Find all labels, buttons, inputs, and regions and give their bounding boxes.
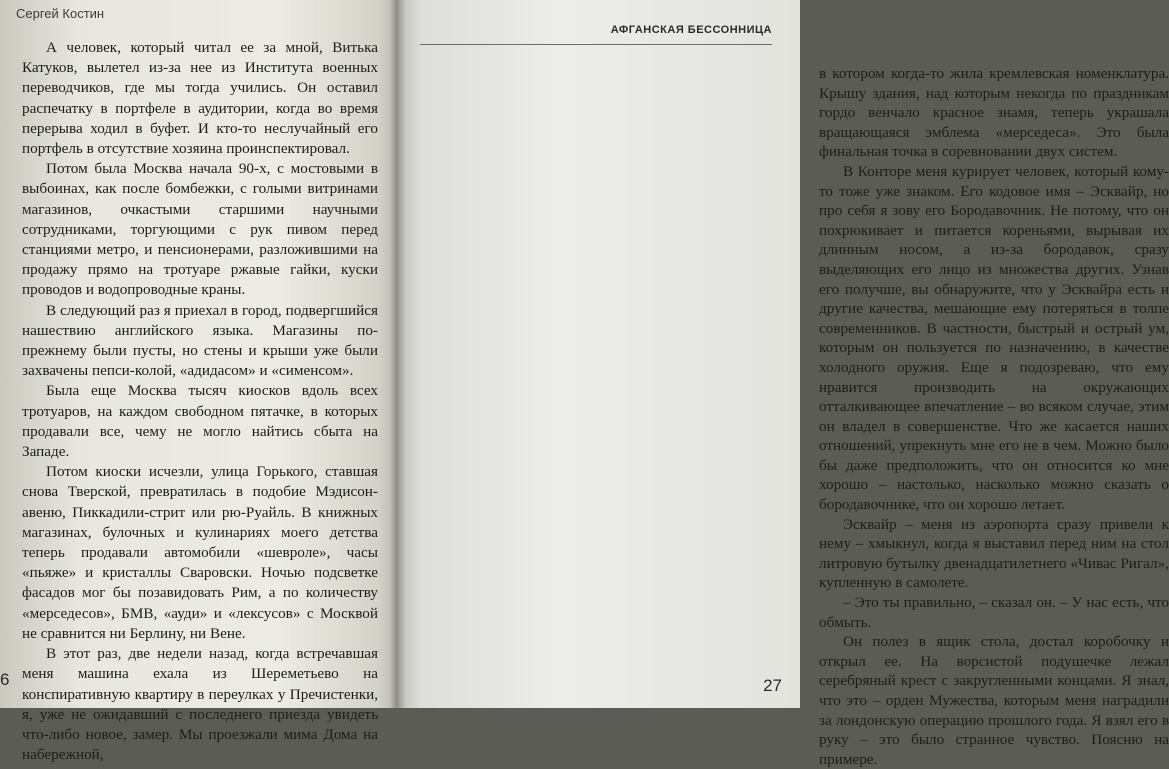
paragraph: А человек, который читал ее за мной, Витька Катуков, вылетел из-за нее из Института военных переводчиков, где мы тогда учились. Он оставил распечатку в портфеле в аудитории, когда во время перерыва ходил в буфет. И кто-то неслучайный его портфель в отсутствие хозяина проинспектировал. bbox=[22, 39, 378, 158]
header-rule bbox=[420, 44, 772, 45]
right-page bbox=[397, 0, 1169, 768]
left-page-number: 6 bbox=[0, 670, 10, 689]
paragraph: В Конторе меня курирует человек, который кому-то тоже уже знаком. Его кодовое имя – Эсквайр, но про себя я зову его Бородавочник. Не потому, что он похрюкивает и питается кореньями, вырывая их длинным носом, а из-за бородавок, сразу выделяющих его лицо из множества других. Узнав его получше, вы обнаружите, что у Эсквайра есть и другие качества, мешающие ему потеряться в толпе современников. В частности, быстрый и острый ум, которым он пользуется по назначению, в качестве холодного оружия. Еще я подозреваю, что ему нравится производить на окружающих отталкивающее впечатление – во всяком случае, этим он владел в совершенстве. Что же касается наших отношений, упрекнуть мне его не в чем. Можно было бы даже предположить, что он относится ко мне хорошо – настолько, насколько можно сказать о бородавочнике, что он хорошо летает. bbox=[819, 162, 1169, 514]
paragraph: Эсквайр – меня из аэропорта сразу привели к нему – хмыкнул, когда я выставил перед ним на стол литровую бутылку двенадцатилетнего «Чивас Ригал», купленную в самолете. bbox=[819, 515, 1169, 592]
paragraph: В этот раз, две недели назад, когда встречавшая меня машина ехала из Шереметьево на конспиративную квартиру в переулках у Пречистенки, я, уже не ожидавший с последнего приезда увидеть что-либо новое, замер. Мы проезжали мима Дома на набережной, bbox=[22, 645, 378, 764]
paragraph: Потом киоски исчезли, улица Горького, ставшая снова Тверской, превратилась в подобие Мэдисон-авеню, Пиккадили-стрит или рю-Руайль. В книжных магазинах, булочных и кулинариях моего детства теперь продавали автомобили «шевроле», часы «пьяже» и кристаллы Сваровски. Ночью подсветке фасадов мог бы позавидовать Рим, а по количеству «мерседесов», БМВ, «ауди» и «лексусов» с Москвой не сравнится ни Берлину, ни Вене. bbox=[22, 463, 378, 642]
left-page bbox=[0, 0, 397, 764]
right-page-text bbox=[819, 64, 1169, 769]
right-page-number: 27 bbox=[763, 676, 782, 695]
paragraph-continuation: в котором когда-то жила кремлевская номенклатура. Крышу здания, над которым некогда по праздникам гордо венчало красное знамя, теперь украшала вращающаяся эмблема «мерседеса». Это была финальная точка в соревновании двух систем. bbox=[819, 65, 1169, 161]
right-running-head: АФГАНСКАЯ БЕССОННИЦА bbox=[610, 24, 772, 36]
paragraph: Была еще Москва тысяч киосков вдоль всех тротуаров, на каждом свободном пятачке, в которых продавали все, чему не могло найтись сбыта на Западе. bbox=[22, 382, 378, 461]
paragraph: В следующий раз я приехал в город, подвергшийся нашествию английского языка. Магазины по-прежнему были пусты, но стены и крыши уже были захвачены пепси-колой, «адидасом» и «сименсом». bbox=[22, 301, 378, 380]
paragraph: – Это ты правильно, – сказал он. – У нас есть, что обмыть. bbox=[819, 594, 1169, 631]
paragraph: Потом была Москва начала 90-х, с мостовыми в выбоинах, как после бомбежки, с голыми витринами магазинов, очкастыми старшими научными сотрудниками, торгующими с рук пивом перед станциями метро, и пенсионерами, разложившими на продажу прямо на тротуаре ржавые гайки, куски проводов и водопроводные краны. bbox=[22, 160, 378, 299]
left-running-head: Сергей Костин bbox=[16, 6, 105, 21]
book-gutter bbox=[390, 0, 406, 708]
paragraph: Он полез в ящик стола, достал коробочку и открыл ее. На ворсистой подушечке лежал серебряный крест с закругленными концами. Я знал, что это – орден Мужества, которым меня наградили за лондонскую операцию прошлого года. Я взял его в руку – это было странное чувство. Поясню на примере. bbox=[819, 633, 1169, 768]
left-page-text bbox=[22, 38, 378, 765]
